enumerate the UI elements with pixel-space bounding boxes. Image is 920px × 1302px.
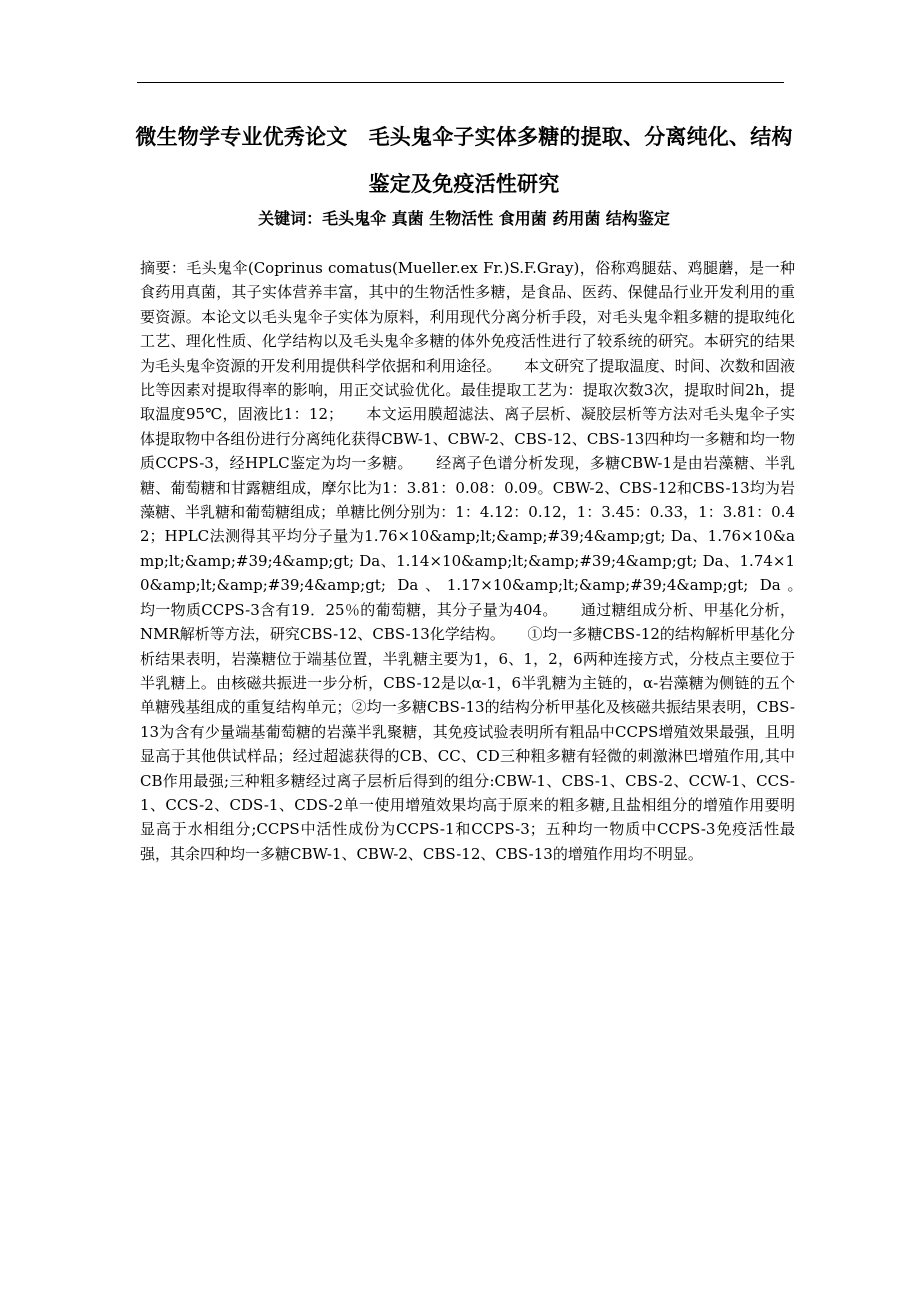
abstract-paragraph: 摘要：毛头鬼伞(Coprinus comatus(Mueller.ex Fr.)S.F.Gray)，俗称鸡腿菇、鸡腿蘑，是一种食药用真菌，其子实体营养丰富，其中的生物活性多糖，是食品、医药、保健品行业开发利用的重要资源。本论文以毛头鬼伞子实体为原料，利用现代分离分析手段，对毛头鬼伞粗多糖的提取纯化工艺、理化性质、化学结构以及毛头鬼伞多糖的体外免疫活性进行了较系统的研究。本研究的结果为毛头鬼伞资源的开发利用提供科学依据和利用途径。 本文研究了提取温度、时间、次数和固液比等因素对提取得率的影响，用正交试验优化。最佳提取工艺为：提取次数3次，提取时间2h，提取温度95℃，固液比1：12； 本文运用膜超滤法、离子层析、凝胶层析等方法对毛头鬼伞子实体提取物中各组份进行分离纯化获得CBW-1、CBW-2、CBS-12、CBS-13四种均一多糖和均一物质CCPS-3，经HPLC鉴定为均一多糖。 经离子色谱分析发现，多糖CBW-1是由岩藻糖、半乳糖、葡萄糖和甘露糖组成，摩尔比为1：3.81：0.08：0.09。CBW-2、CBS-12和CBS-13均为岩藻糖、半乳糖和葡萄糖组成；单糖比例分别为：1：4.12：0.12，1：3.45：0.33，1：3.81：0.42；HPLC法测得其平均分子量为1.76×10&amp;lt;&amp;#39;4&amp;gt; Da、1.76×10&amp;lt;&amp;#39;4&amp;gt; Da、1.14×10&amp;lt;&amp;#39;4&amp;gt; Da、1.74×10&amp;lt;&amp;#39;4&amp;gt; Da、1.17×10&amp;lt;&amp;#39;4&amp;gt; Da。 均一物质CCPS-3含有19．25％的葡萄糖，其分子量为404。 通过糖组成分析、甲基化分析，NMR解析等方法，研究CBS-12、CBS-13化学结构。 ①均一多糖CBS-12的结构解析甲基化分析结果表明，岩藻糖位于端基位置，半乳糖主要为1，6、1，2，6两种连接方式，分枝点主要位于半乳糖上。由核磁共振进一步分析，CBS-12是以α-1，6半乳糖为主链的，α-岩藻糖为侧链的五个单糖残基组成的重复结构单元；②均一多糖CBS-13的结构分析甲基化及核磁共振结果表明，CBS-13为含有少量端基葡萄糖的岩藻半乳聚糖，其免疫试验表明所有粗品中CCPS增殖效果最强，且明显高于其他供试样品；经过超滤获得的CB、CC、CD三种粗多糖有轻微的刺激淋巴增殖作用,其中CB作用最强;三种粗多糖经过离子层析后得到的组分:CBW-1、CBS-1、CBS-2、CCW-1、CCS-1、CCS-2、CDS-1、CDS-2单一使用增殖效果均高于原来的粗多糖,且盐相组分的增殖作用要明显高于水相组分;CCPS中活性成份为CCPS-1和CCPS-3；五种均一物质中CCPS-3免疫活性最强，其余四种均一多糖CBW-1、CBW-2、CBS-12、CBS-13的增殖作用均不明显。 [140, 259, 826, 863]
header-rule [137, 82, 784, 83]
document-title: 微生物学专业优秀论文 毛头鬼伞子实体多糖的提取、分离纯化、结构鉴定及免疫活性研究 [135, 125, 793, 196]
keywords-line: 关键词：毛头鬼伞 真菌 生物活性 食用菌 药用菌 结构鉴定 [258, 209, 670, 228]
